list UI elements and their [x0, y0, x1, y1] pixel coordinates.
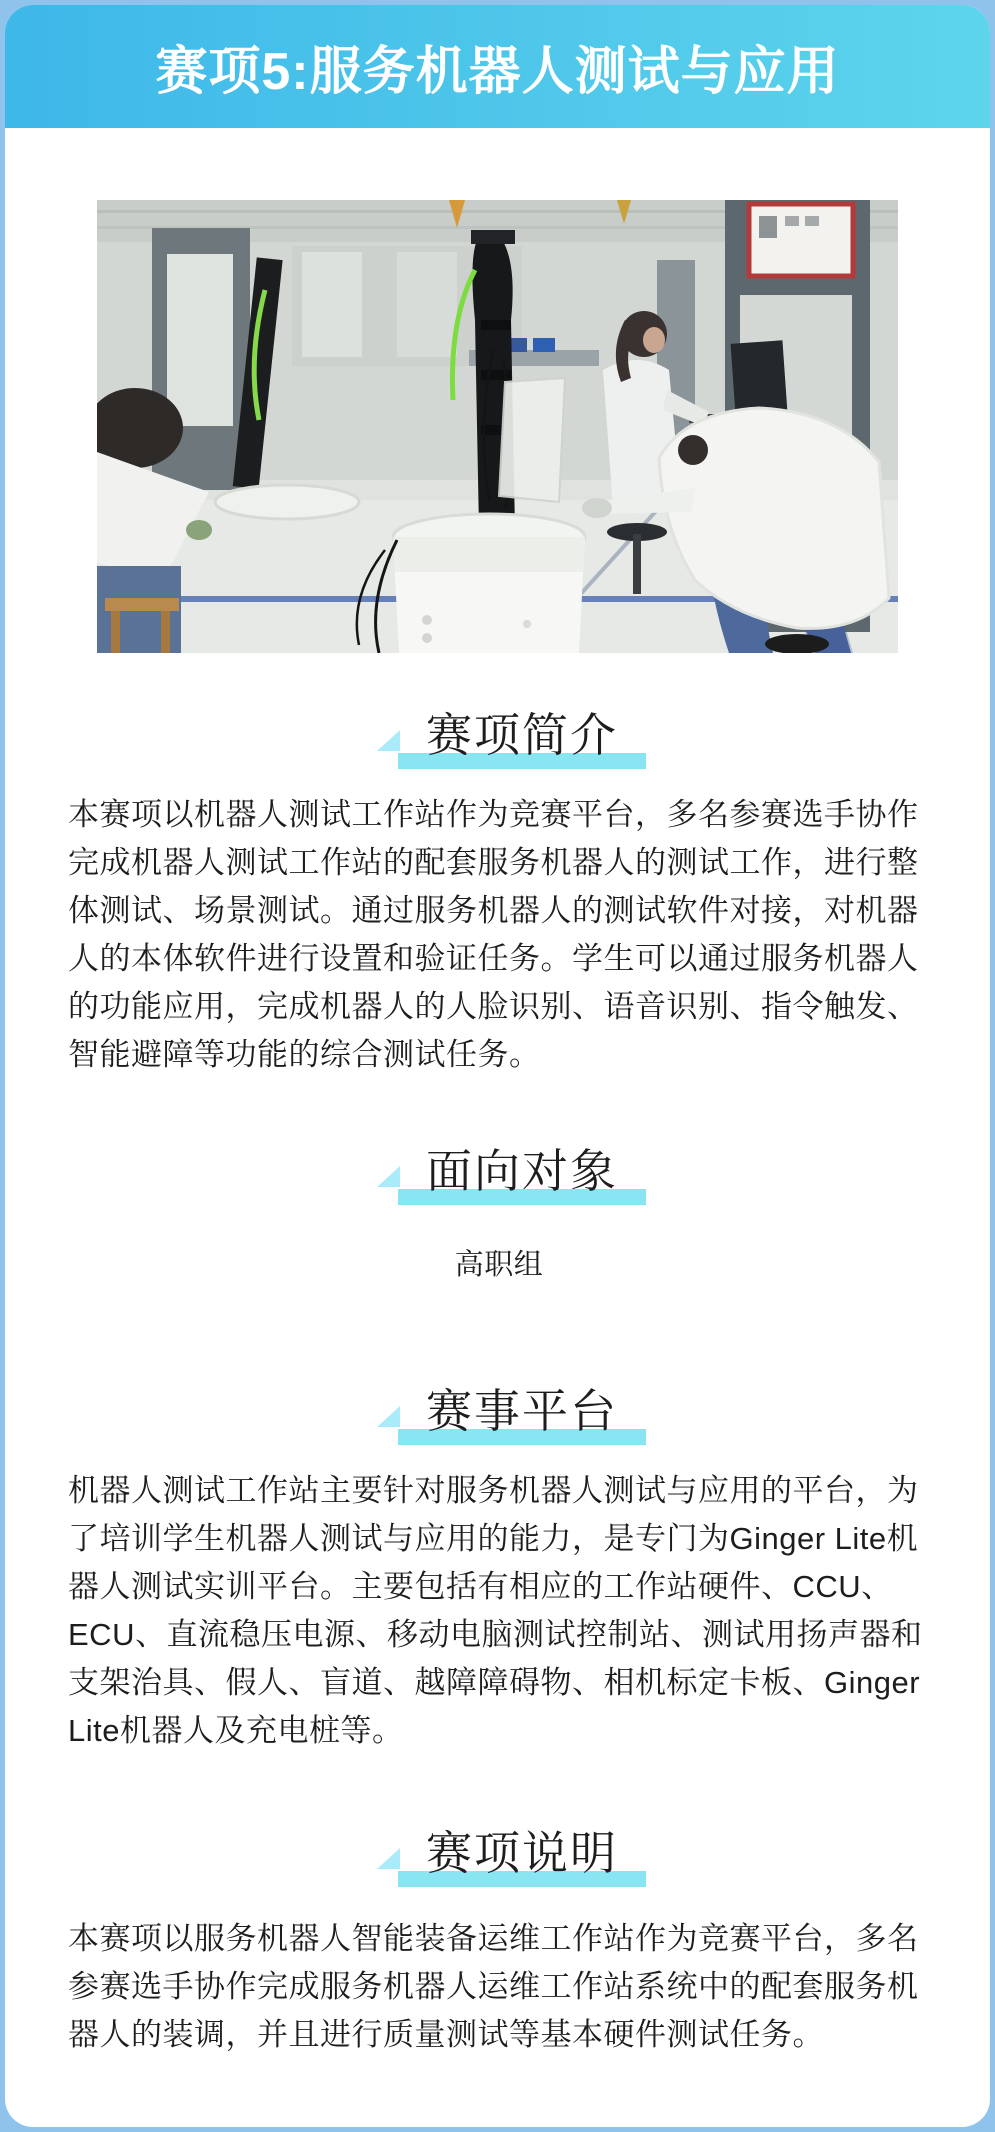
section-intro-title: 赛项简介: [426, 709, 618, 761]
section-platform-heading: [5, 1375, 990, 1441]
page-card: [5, 5, 990, 2127]
section-description-body: 本赛项以服务机器人智能装备运维工作站作为竞赛平台，多名参赛选手协作完成服务机器人运维工作站系统中的配套服务机器人的装调，并且进行质量测试等基本硬件测试任务。: [68, 1921, 919, 2052]
section-audience: [5, 1135, 990, 1289]
section-platform: [5, 1375, 990, 1755]
triangle-marker-icon: [377, 1848, 400, 1869]
triangle-marker-icon: [377, 730, 400, 751]
section-intro-body: 本赛项以机器人测试工作站作为竞赛平台，多名参赛选手协作完成机器人测试工作站的配套服务机器人的测试工作，进行整体测试、场景测试。通过服务机器人的测试软件对接，对机器人的本体软件进行设置和验证任务。学生可以通过服务机器人的功能应用，完成机器人的人脸识别、语音识别、指令触发、智能避障等功能的综合测试任务。: [68, 797, 919, 1072]
section-intro-heading: [5, 699, 990, 765]
section-platform-title: 赛事平台: [426, 1385, 618, 1437]
section-audience-heading: [5, 1135, 990, 1201]
page-title: 赛项5:服务机器人测试与应用: [155, 43, 840, 101]
factory-photo-illustration: [97, 200, 898, 653]
section-platform-body: 机器人测试工作站主要针对服务机器人测试与应用的平台，为了培训学生机器人测试与应用的能力，是专门为Ginger Lite机器人测试实训平台。主要包括有相应的工作站硬件、CCU、ECU、直流稳压电源、移动电脑测试控制站、测试用扬声器和支架治具、假人、盲道、越障障碍物、相机标定卡板、Ginger Lite机器人及充电桩等。: [68, 1473, 923, 1748]
section-audience-title: 面向对象: [426, 1145, 618, 1197]
section-intro: [5, 699, 990, 1079]
section-description-title: 赛项说明: [426, 1827, 618, 1879]
triangle-marker-icon: [377, 1406, 400, 1427]
page-header: [5, 5, 990, 128]
factory-photo: [97, 200, 898, 653]
section-audience-body: 高职组: [454, 1249, 544, 1281]
section-description-heading: [5, 1817, 990, 1883]
section-description: [5, 1817, 990, 2059]
triangle-marker-icon: [377, 1166, 400, 1187]
